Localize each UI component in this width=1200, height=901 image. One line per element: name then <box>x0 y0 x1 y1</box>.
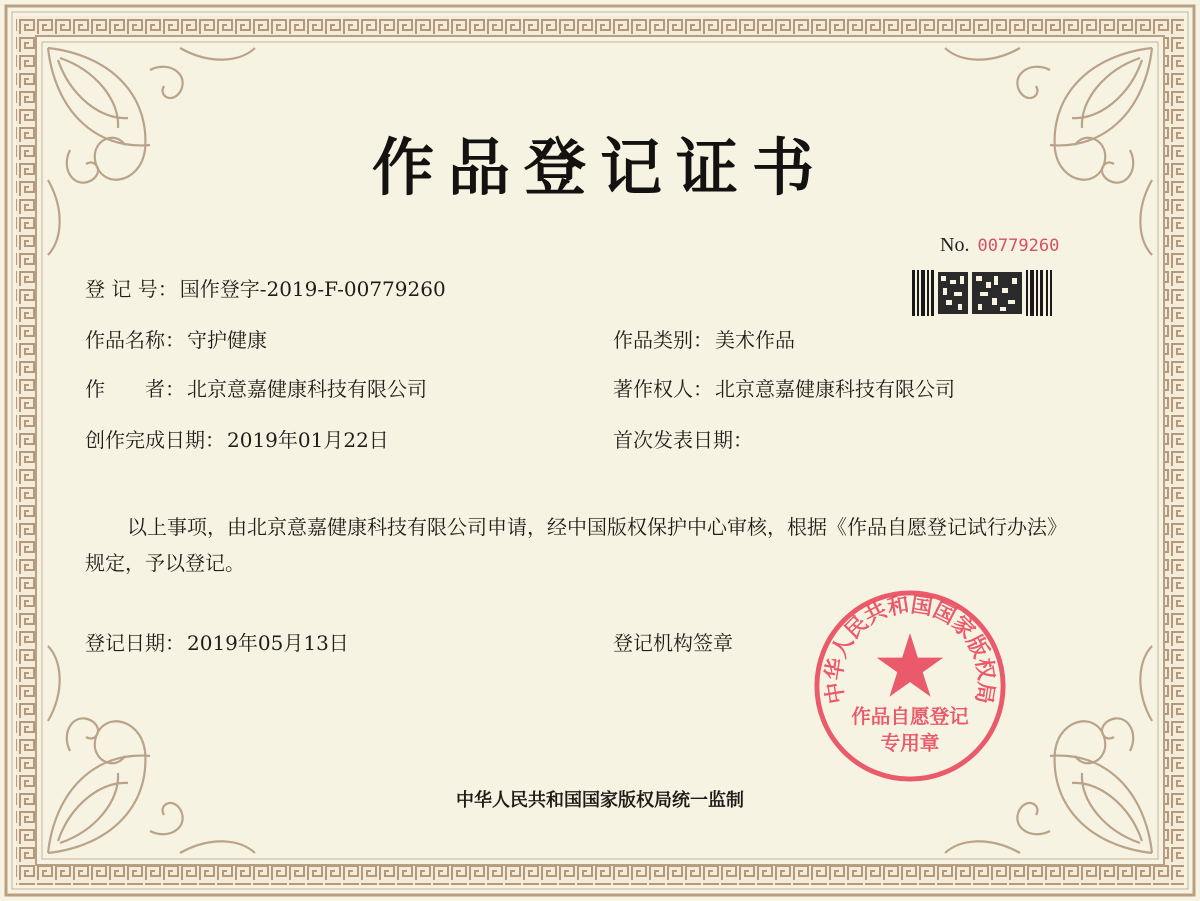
registration-number-value: 国作登字-2019-F-00779260 <box>179 277 446 301</box>
author-value: 北京意嘉健康科技有限公司 <box>187 377 427 401</box>
author <box>85 373 427 402</box>
work-category-label: 作品类别： <box>613 328 713 352</box>
certificate-title: 作品登记证书 <box>371 131 828 204</box>
work-name-value: 守护健康 <box>187 328 267 352</box>
seal-star-icon <box>877 633 944 697</box>
copyright-owner-value: 北京意嘉健康科技有限公司 <box>715 377 955 401</box>
serial-number <box>940 234 1059 257</box>
barcode-icon <box>912 270 1052 316</box>
issuer-footer: 中华人民共和国国家版权局统一监制 <box>456 790 744 811</box>
registration-statement: 以上事项，由北京意嘉健康科技有限公司申请，经中国版权保护中心审核，根据《作品自愿登记试行办法》规定，予以登记。 <box>85 515 1057 575</box>
registration-date-value: 2019年05月13日 <box>187 631 349 655</box>
seal-inner-text-1: 作品自愿登记 <box>851 705 969 729</box>
work-name-label: 作品名称： <box>85 328 185 352</box>
seal-inner-text-2: 专用章 <box>880 731 940 755</box>
copyright-owner <box>613 373 955 402</box>
creation-date-value: 2019年01月22日 <box>227 428 389 452</box>
first-publication-date-label: 首次发表日期： <box>613 428 753 452</box>
creation-date-label: 创作完成日期： <box>85 428 225 452</box>
work-category <box>613 324 795 353</box>
work-category-value: 美术作品 <box>715 328 795 352</box>
serial-label: No. <box>940 234 970 256</box>
first-publication-date <box>613 424 755 453</box>
seal-outer-text: 中华人民共和国国家版权局 <box>821 592 999 706</box>
registration-number <box>85 273 446 302</box>
official-seal <box>812 588 1008 784</box>
institution-seal-label: 登记机构签章 <box>613 631 733 655</box>
registration-number-label: 登 记 号： <box>85 277 178 301</box>
registration-date <box>85 627 349 656</box>
registration-date-label: 登记日期： <box>85 631 185 655</box>
creation-date <box>85 424 389 453</box>
work-name <box>85 324 267 353</box>
copyright-owner-label: 著作权人： <box>613 377 713 401</box>
author-label: 作 者： <box>85 377 185 401</box>
serial-value: 00779260 <box>977 236 1060 256</box>
